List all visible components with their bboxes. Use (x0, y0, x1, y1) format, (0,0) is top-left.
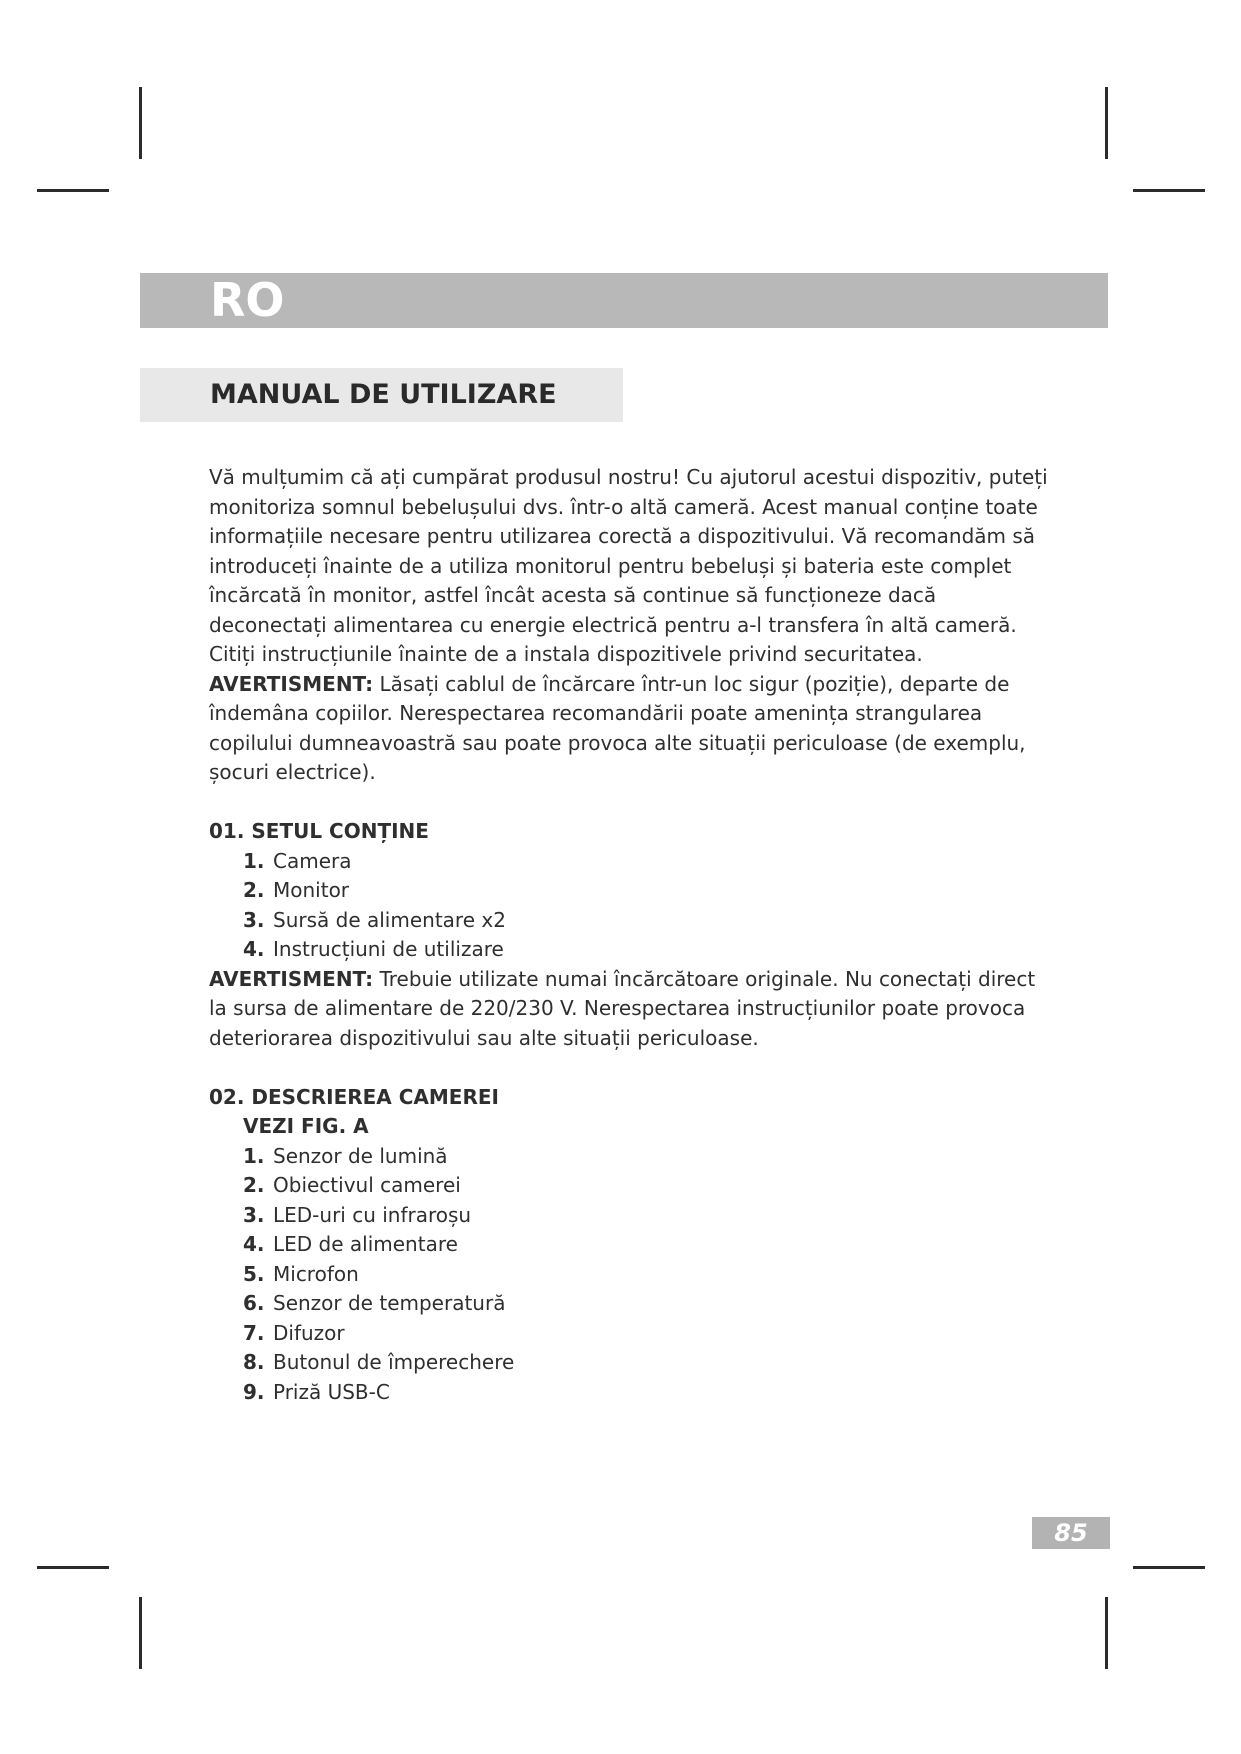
contents-warning (209, 965, 1059, 1054)
crop-mark-bottom-right-vertical (1105, 1597, 1108, 1669)
section-title-camera-description: 02. DESCRIEREA CAMEREI (209, 1084, 499, 1109)
warning-text: Lăsați cablul de încărcare într-un loc sigur (poziție), departe de îndemâna copiilor. Nerespectarea recomandării poate amenința strangularea copilului dumneavoastră sau poate provoca alte situații periculoase (de exemplu, șocuri electrice). (209, 671, 1026, 784)
list-item: 2. Obiectivul camerei (243, 1173, 461, 1197)
crop-mark-bottom-right-horizontal (1133, 1566, 1205, 1569)
list-item: 3. Sursă de alimentare x2 (243, 907, 506, 932)
list-item: 8. Butonul de împerechere (243, 1350, 515, 1374)
crop-mark-top-left-horizontal (37, 189, 109, 192)
section-title-contents: 01. SETUL CONȚINE (209, 819, 429, 843)
language-header-bar (140, 273, 1108, 328)
camera-parts-list (209, 1142, 1059, 1408)
spacer (209, 1053, 1059, 1083)
crop-mark-top-right-vertical (1105, 87, 1108, 159)
list-item: 1. Camera (243, 848, 352, 873)
crop-mark-top-left-vertical (139, 87, 142, 159)
contents-list (209, 847, 1059, 965)
page-title: MANUAL DE UTILIZARE (210, 379, 557, 410)
warning-label: AVERTISMENT: (209, 671, 374, 696)
page-number-box (1032, 1517, 1110, 1549)
intro-paragraph: Vă mulțumim că ați cumpărat produsul nostru! Cu ajutorul acestui dispozitiv, puteți monitoriza somnul bebelușului dvs. într-o altă cameră. Acest manual conține toate informațiile necesare pentru utilizarea corectă a dispozitivului. Vă recomandăm să introduceți înainte de a utiliza monitorul pentru bebeluși și bateria este complet încărcată în monitor, astfel încât acesta să continue să funcționeze dacă deconectați alimentarea cu energie electrică pentru a-l transfera în altă cameră. Citiți instrucțiunile înainte de a instala dispozitivele privind securitatea. (209, 465, 1048, 666)
warning-text: Trebuie utilizate numai încărcătoare originale. Nu conectați direct la sursa de alimentare de 220/230 V. Nerespectarea instrucțiunilor poate provoca deteriorarea dispozitivului sau alte situații periculoase. (209, 966, 1036, 1050)
figure-reference: VEZI FIG. A (243, 1114, 369, 1138)
list-item: 1. Senzor de lumină (243, 1143, 448, 1168)
list-item: 5. Microfon (243, 1261, 359, 1286)
warning-label: AVERTISMENT: (209, 966, 374, 991)
list-item: 6. Senzor de temperatură (243, 1291, 506, 1315)
list-item: 2. Monitor (243, 878, 350, 902)
crop-mark-bottom-left-horizontal (37, 1566, 109, 1569)
page-number: 85 (1054, 1519, 1088, 1547)
list-item: 4. Instrucțiuni de utilizare (243, 937, 504, 961)
list-item: 9. Priză USB-C (243, 1379, 390, 1404)
spacer (209, 788, 1059, 818)
list-item: 7. Difuzor (243, 1320, 345, 1345)
intro-warning (209, 670, 1059, 788)
crop-mark-top-right-horizontal (1133, 189, 1205, 192)
list-item: 4. LED de alimentare (243, 1232, 458, 1256)
title-bar (140, 368, 623, 422)
crop-mark-bottom-left-vertical (139, 1597, 142, 1669)
list-item: 3. LED-uri cu infraroșu (243, 1202, 472, 1227)
manual-content (209, 463, 1059, 1407)
language-code: RO (210, 273, 285, 327)
